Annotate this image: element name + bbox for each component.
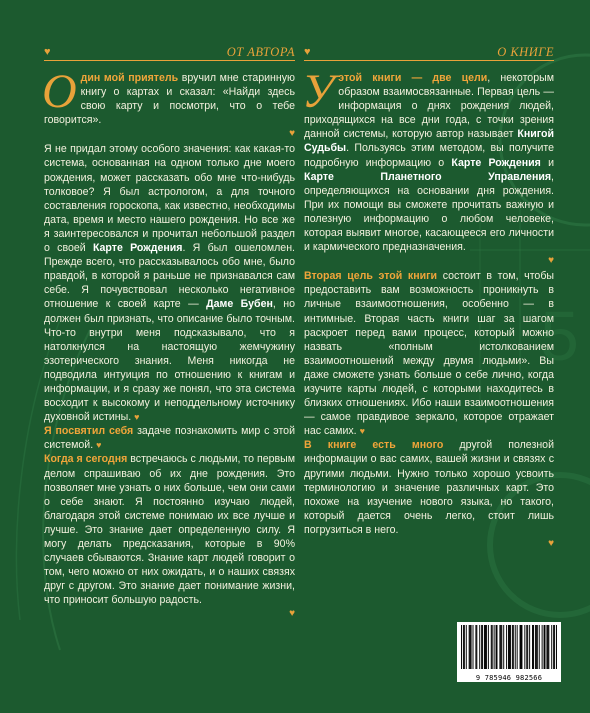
paragraph-text: состоит в том, чтобы предоставить вам возможность проникнуть в личные взаимоотношения, особенно — в интимные. Вторая часть книги шаг за шагом раскроет перед вами процесс, который можно назвать «полным истолкованием взаимоотношений между двумя людьми». Вы даже сможете узнать больше о себе лично, когда изучите карты людей, с которыми находитесь в близких отношениях. Ибо наши взаимоотношения — самое правдивое зеркало, которое отражает нас самих. — [304, 270, 555, 438]
paragraph-text: встречаюсь с людьми, то первым делом спрашиваю об их дне рождения. Это позволяет мне узнать о них больше, чем они сами о себе знают. Я постоянно изучаю людей, благодаря этой системе понимаю их все лучше и лучше. Это знание дает определенную силу. Я могу делать предсказания, которые в 90% случаев сбываются. Знание карт людей говорит о том, чего можно от них ожидать, и о наших связях друг с другом. Это знание дает понимание жизни, что приносит большую радость. — [44, 453, 296, 607]
barcode-bar — [496, 625, 497, 669]
book-heading: О КНИГЕ — [497, 44, 554, 59]
barcode-bar — [526, 625, 527, 669]
barcode-bar — [499, 625, 500, 669]
bold-term: Даме Бубен — [206, 298, 273, 311]
barcode-bar — [539, 625, 540, 669]
barcode-bar — [515, 625, 516, 669]
heart-icon: ♥ — [289, 128, 295, 140]
barcode-bar — [510, 625, 511, 669]
barcode-bar — [520, 625, 521, 669]
barcode-bar — [503, 625, 504, 669]
barcode-bar — [527, 625, 528, 669]
author-paragraph-3 — [44, 452, 295, 607]
barcode-bar — [470, 625, 471, 669]
heart-icon: ♥ — [96, 440, 102, 451]
paragraph-text: . Пользуясь этим методом, вы получите подробную информацию о — [304, 142, 554, 169]
barcode-bar — [521, 625, 522, 669]
barcode-bar — [497, 625, 498, 669]
barcode-bar — [491, 625, 492, 669]
bold-term: Карте Планетного Управления — [304, 170, 552, 183]
heart-icon: ♥ — [134, 412, 140, 423]
dropcap-letter: О — [42, 65, 77, 118]
barcode-bar — [542, 625, 543, 669]
barcode-bar — [513, 625, 514, 669]
paragraph-text: , но должен был признать, что описание было точным. Что-то внутри меня подсказывало, что я натолкнулся на настоящую жемчужину эзотерического знания. Меня никогда не подводила интуиция по отношению к книгам и информации, и я сразу же понял, что эта система восходит к высокому и неподдельному источнику духовной истины. — [44, 298, 295, 424]
barcode-bar — [551, 625, 552, 669]
heart-icon: ♥ — [359, 426, 365, 437]
lead-phrase: Я посвятил себя — [44, 425, 134, 438]
barcode-bar — [501, 625, 502, 669]
barcode-bar — [512, 625, 513, 669]
paragraph-text: , некоторым образом взаимосвязанные. Первая цель — информация о днях рождения людей, приходящихся на все дни года, с точки зрения данной системы, которую автор называет — [304, 72, 554, 141]
paragraph-text: другой полезной информации о вас самих, вашей жизни и связях с другими людьми. Нужно только хорошо усвоить терминологию и значение различных карт. Это похоже на изучение нового языка, но такого, который дается очень легко, стоит лишь погрузиться в него. — [304, 439, 554, 536]
lead-phrase: дин мой приятель — [80, 72, 179, 84]
barcode-bars — [461, 625, 557, 669]
barcode-bar — [521, 625, 522, 669]
book-heading-bar — [304, 44, 554, 61]
barcode-bar — [524, 625, 525, 669]
book-column — [304, 44, 554, 552]
bold-term: Карте Рождения — [92, 242, 183, 255]
isbn-number: 9 785946 982566 — [475, 674, 543, 682]
barcode-bar — [545, 625, 546, 669]
barcode-bar — [488, 625, 489, 669]
barcode-bar — [484, 625, 485, 669]
paragraph-text: Я не придал этому особого значения: как какая-то система, основанная на одном только дне моего рождения, может рассказать обо мне что-нибудь толковое? Я был астрологом, а для точного составления гороскопа, как известно, необходимы дата, время и место нашего рождения. Но все же я заинтересовался и прочитал небольшой раздел о своей — [44, 143, 295, 255]
svg-text:5: 5 — [540, 297, 579, 375]
barcode-bar — [537, 625, 538, 669]
barcode-bar — [529, 625, 530, 669]
barcode-bar — [556, 625, 557, 669]
book-paragraph-2 — [304, 269, 554, 438]
paragraph-text: , определяющихся на основании дня рождения. При их помощи вы сможете прочитать важную и полезную информацию о любом человеке, которая выявит многое, касающееся его личности и кармического предназначения. — [304, 170, 554, 254]
author-paragraph-1b — [44, 142, 295, 424]
barcode-bar — [533, 625, 534, 669]
barcode-bar — [500, 625, 501, 669]
barcode-bar — [547, 625, 548, 669]
book-paragraph-3 — [304, 438, 554, 537]
barcode-bar — [492, 625, 493, 669]
author-paragraph-2 — [44, 424, 295, 452]
barcode-bar — [479, 625, 480, 669]
barcode-bar — [554, 625, 555, 669]
barcode-bar — [466, 625, 467, 669]
bold-term: Карте Рождения — [451, 156, 541, 169]
barcode-bar — [532, 625, 533, 669]
paragraph-text: задаче познакомить мир с этой системой. — [44, 425, 295, 452]
barcode-bar — [508, 625, 509, 669]
barcode-bar — [485, 625, 486, 669]
lead-phrase: В книге есть много — [304, 439, 444, 452]
barcode-bar — [482, 625, 483, 669]
barcode-bar — [546, 625, 547, 669]
barcode-bar — [544, 625, 545, 669]
author-column — [44, 44, 295, 622]
barcode — [457, 622, 561, 682]
lead-phrase: Вторая цель этой книги — [304, 270, 438, 283]
heart-icon: ♥ — [304, 45, 311, 58]
heart-icon: ♥ — [548, 538, 554, 549]
barcode-bar — [461, 625, 462, 669]
barcode-bar — [469, 625, 470, 669]
dropcap-letter: У — [302, 65, 335, 118]
barcode-bar — [471, 625, 472, 669]
heart-icon: ♥ — [289, 608, 295, 620]
barcode-bar — [494, 625, 495, 669]
paragraph-text: . Я был ошеломлен. Прежде всего, что рассказывалось обо мне, было правдой, в которой я раньше не признавался сам себе. Я почувствовал несколько негативное отношение к своей карте — — [44, 242, 295, 311]
lead-phrase: этой книги — две цели — [338, 72, 488, 84]
barcode-bar — [548, 625, 549, 669]
barcode-bar — [463, 625, 464, 669]
barcode-bar — [476, 625, 477, 669]
author-paragraph-1 — [42, 65, 295, 127]
lead-phrase: Когда я сегодня — [44, 453, 128, 466]
author-heading: ОТ АВТОРА — [226, 44, 295, 59]
book-paragraph-1 — [302, 65, 554, 254]
heart-icon: ♥ — [44, 45, 51, 58]
author-heading-bar — [44, 44, 295, 61]
paragraph-text: вручил мне старинную книгу о картах и сказал: «Найди здесь свою карту и посмотри, что о тебе говорится». — [44, 72, 295, 127]
barcode-bar — [553, 625, 554, 669]
barcode-bar — [464, 625, 465, 669]
heart-icon: ♥ — [548, 255, 554, 267]
barcode-bar — [481, 625, 482, 669]
barcode-bar — [517, 625, 518, 669]
barcode-bar — [475, 625, 476, 669]
bold-term: Книгой Судьбы — [304, 128, 554, 155]
barcode-bar — [486, 625, 487, 669]
barcode-bar — [509, 625, 510, 669]
paragraph-text: и — [540, 156, 554, 169]
barcode-bar — [506, 625, 507, 669]
barcode-bar — [473, 625, 474, 669]
barcode-bar — [535, 625, 536, 669]
barcode-bar — [536, 625, 537, 669]
